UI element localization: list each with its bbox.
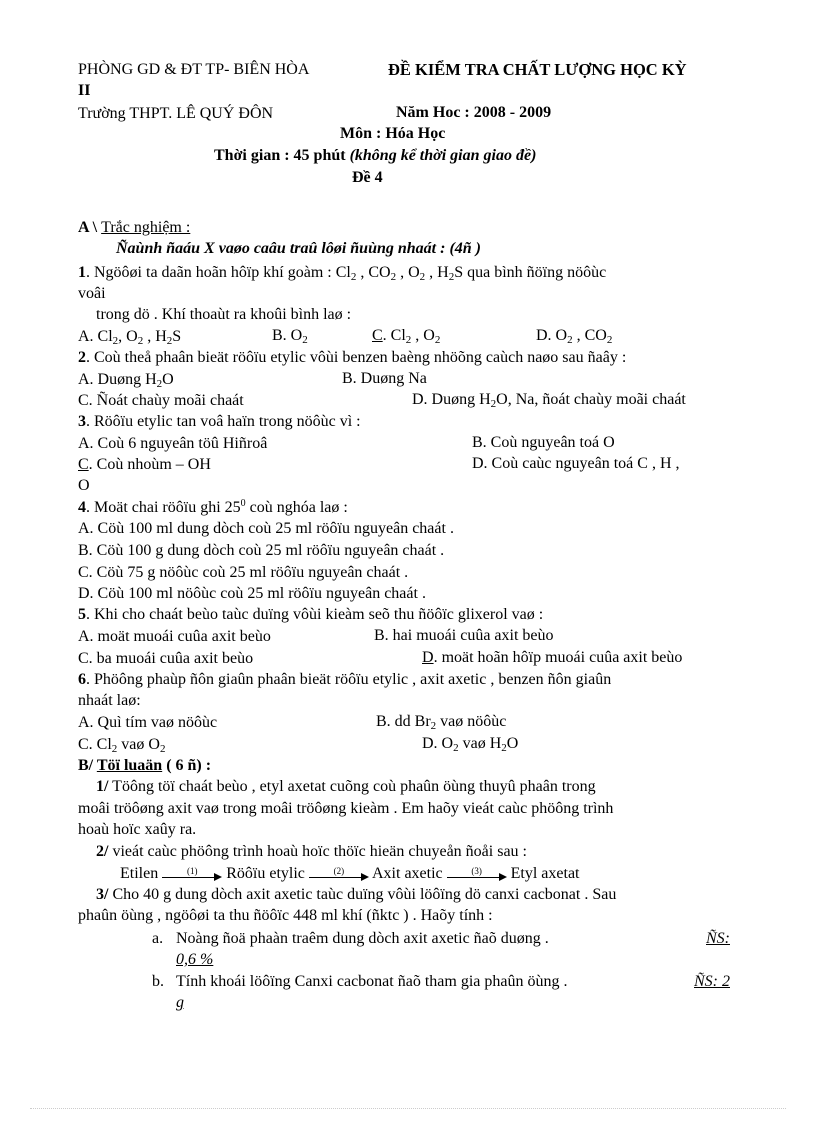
q6-option-d: D. $O_2$ vaø $H_2O$	[422, 735, 519, 754]
arrow-3: (3)	[447, 867, 507, 881]
arrow-2: (2)	[309, 867, 369, 881]
question-1-line2: voâi	[78, 285, 106, 302]
q1-option-d: D. $O_2$ , $CO_2$	[536, 327, 613, 346]
q5-option-b: B. hai muoái cuûa axit beùo	[374, 627, 554, 644]
chain-etilen: Etilen	[120, 865, 159, 882]
chain-axit-axetic: Axit axetic	[372, 865, 443, 882]
question-1: 1. Ngöôøi ta daãn hoãn hôïp khí goàm : $Cl_2$ , $CO_2$ , $O_2$ , $H_2S$ qua bình ñöïng nöôùc	[78, 264, 607, 283]
q6-option-a: A. Quì tím vaø nöôùc	[78, 714, 218, 731]
q5-option-a: A. moät muoái cuûa axit beùo	[78, 628, 271, 645]
q6-option-b: B. dd $Br_2$ vaø nöôùc	[376, 713, 507, 732]
q4-option-a: A. Cöù 100 ml dung dòch coù 25 ml röôïu nguyeân chaát .	[78, 520, 454, 537]
time-label: Thời gian : 45 phút	[214, 147, 346, 164]
q1-option-c: C. $Cl_2$ , $O_2$	[372, 327, 441, 346]
q3-option-d: D. Coù caùc nguyeân toá C , H ,	[472, 455, 680, 472]
problem-1: 1/ Töông töï chaát beùo , etyl axetat cuõng coù phaûn öùng thuyû phaân trong	[96, 778, 596, 795]
subq-b-answer: ÑS: 2	[694, 973, 730, 990]
q3-option-d-cont: O	[78, 477, 90, 494]
question-3: 3. Röôïu etylic tan voâ haïn trong nöôùc vì :	[78, 413, 361, 430]
q3-option-a: A. Coù 6 nguyeân töû Hiñroâ	[78, 435, 268, 452]
chain-ruou-etylic: Röôïu etylic	[226, 865, 305, 882]
subq-b-text: Tính khoái löôïng Canxi cacbonat ñaõ tham gia phaûn öùng .	[176, 973, 568, 990]
q1-option-a: A. $Cl_2$, $O_2$ , $H_2S$	[78, 328, 182, 347]
problem-3: 3/ Cho 40 g dung dòch axit axetic taùc duïng vôùi löôïng dö canxi cacbonat . Sau	[96, 886, 617, 903]
question-1-line3: trong dö . Khí thoaùt ra khoûi bình laø :	[96, 306, 352, 323]
q2-option-d: D. Duøng $H_2O$, Na, ñoát chaùy moãi chaát	[412, 391, 686, 410]
subq-b-label: b.	[152, 973, 164, 990]
q2-option-b: B. Duøng Na	[342, 370, 427, 387]
question-4: 4. Moät chai röôïu ghi $25^0$ coù nghóa laø :	[78, 498, 348, 516]
exam-title: ĐỀ KIỂM TRA CHẤT LƯỢNG HỌC KỲ	[388, 60, 687, 79]
question-6: 6. Phöông phaùp ñôn giaûn phaân bieät röôïu etylic , axit axetic , benzen ñôn giaûn	[78, 671, 612, 688]
q6-option-c: C. $Cl_2$ vaø $O_2$	[78, 736, 166, 755]
department: PHÒNG GD & ĐT TP- BIÊN HÒA	[78, 61, 310, 78]
part-a-title: Trắc nghiệm :	[101, 219, 191, 236]
part-b-title: Töï luaän	[96, 757, 163, 774]
page-bottom-divider	[30, 1108, 786, 1109]
q5-option-c: C. ba muoái cuûa axit beùo	[78, 650, 254, 667]
subq-a-text: Noàng ñoä phaàn traêm dung dòch axit axetic ñaõ duøng .	[176, 930, 549, 947]
part-a-heading: A \ Trắc nghiệm :	[78, 219, 191, 236]
school-year: Năm Hoc : 2008 - 2009	[396, 104, 552, 121]
part-b-heading: B/ Töï luaän ( 6 ñ) :	[78, 757, 212, 774]
exam-code: Đề 4	[352, 169, 383, 186]
exam-title-cont: II	[78, 82, 91, 99]
q1-option-b: B. $O_2$	[272, 327, 308, 346]
q5-option-d: D. moät hoãn hôïp muoái cuûa axit beùo	[422, 649, 683, 666]
q3-option-b: B. Coù nguyeân toá O	[472, 434, 615, 451]
q4-option-d: D. Cöù 100 ml nöôùc coù 25 ml röôïu nguyeân chaát .	[78, 585, 426, 602]
question-6-line2: nhaát laø:	[78, 692, 141, 709]
q3-option-c: C. Coù nhoùm – OH	[78, 456, 211, 473]
part-a-instruction: Ñaùnh ñaáu X vaøo caâu traû lôøi ñuùng nhaát : (4ñ )	[116, 240, 481, 257]
subject: Môn : Hóa Học	[340, 125, 446, 142]
arrow-1: (1)	[162, 867, 222, 881]
school-name: Trường THPT. LÊ QUÝ ĐÔN	[78, 105, 274, 122]
problem-3-line2: phaûn öùng , ngöôøi ta thu ñöôïc 448 ml khí (ñktc ) . Haõy tính :	[78, 907, 493, 924]
time-note: (không kể thời gian giao đề)	[349, 147, 537, 164]
time-line	[214, 147, 536, 165]
header-line-1	[78, 60, 309, 80]
subq-a-label: a.	[152, 930, 164, 947]
problem-1-line3: hoaù hoïc xaûy ra.	[78, 821, 197, 838]
q4-option-b: B. Cöù 100 g dung dòch coù 25 ml röôïu nguyeân chaát .	[78, 542, 445, 559]
q4-option-c: C. Cöù 75 g nöôùc coù 25 ml röôïu nguyeân chaát .	[78, 564, 409, 581]
q2-option-a: A. Duøng $H_2O$	[78, 371, 174, 390]
q2-option-c: C. Ñoát chaùy moãi chaát	[78, 392, 244, 409]
problem-2: 2/ vieát caùc phöông trình hoaù hoïc thöïc hieän chuyeån ñoåi sau :	[96, 843, 527, 860]
subq-a-answer-cont: 0,6 %	[176, 951, 214, 968]
subq-b-answer-cont: g	[176, 994, 184, 1011]
subq-a-answer: ÑS:	[706, 930, 730, 947]
question-2: 2. Coù theå phaân bieät röôïu etylic vôùi benzen baèng nhöõng caùch naøo sau ñaây :	[78, 349, 627, 366]
problem-1-line2: moâi tröôøng axit vaø trong moâi tröôøng kieàm . Em haõy vieát caùc phöông trình	[78, 800, 614, 817]
reaction-chain	[120, 864, 580, 884]
chain-etyl-axetat: Etyl axetat	[510, 865, 580, 882]
question-5: 5. Khi cho chaát beùo taùc duïng vôùi kieàm seõ thu ñöôïc glixerol vaø :	[78, 606, 544, 623]
